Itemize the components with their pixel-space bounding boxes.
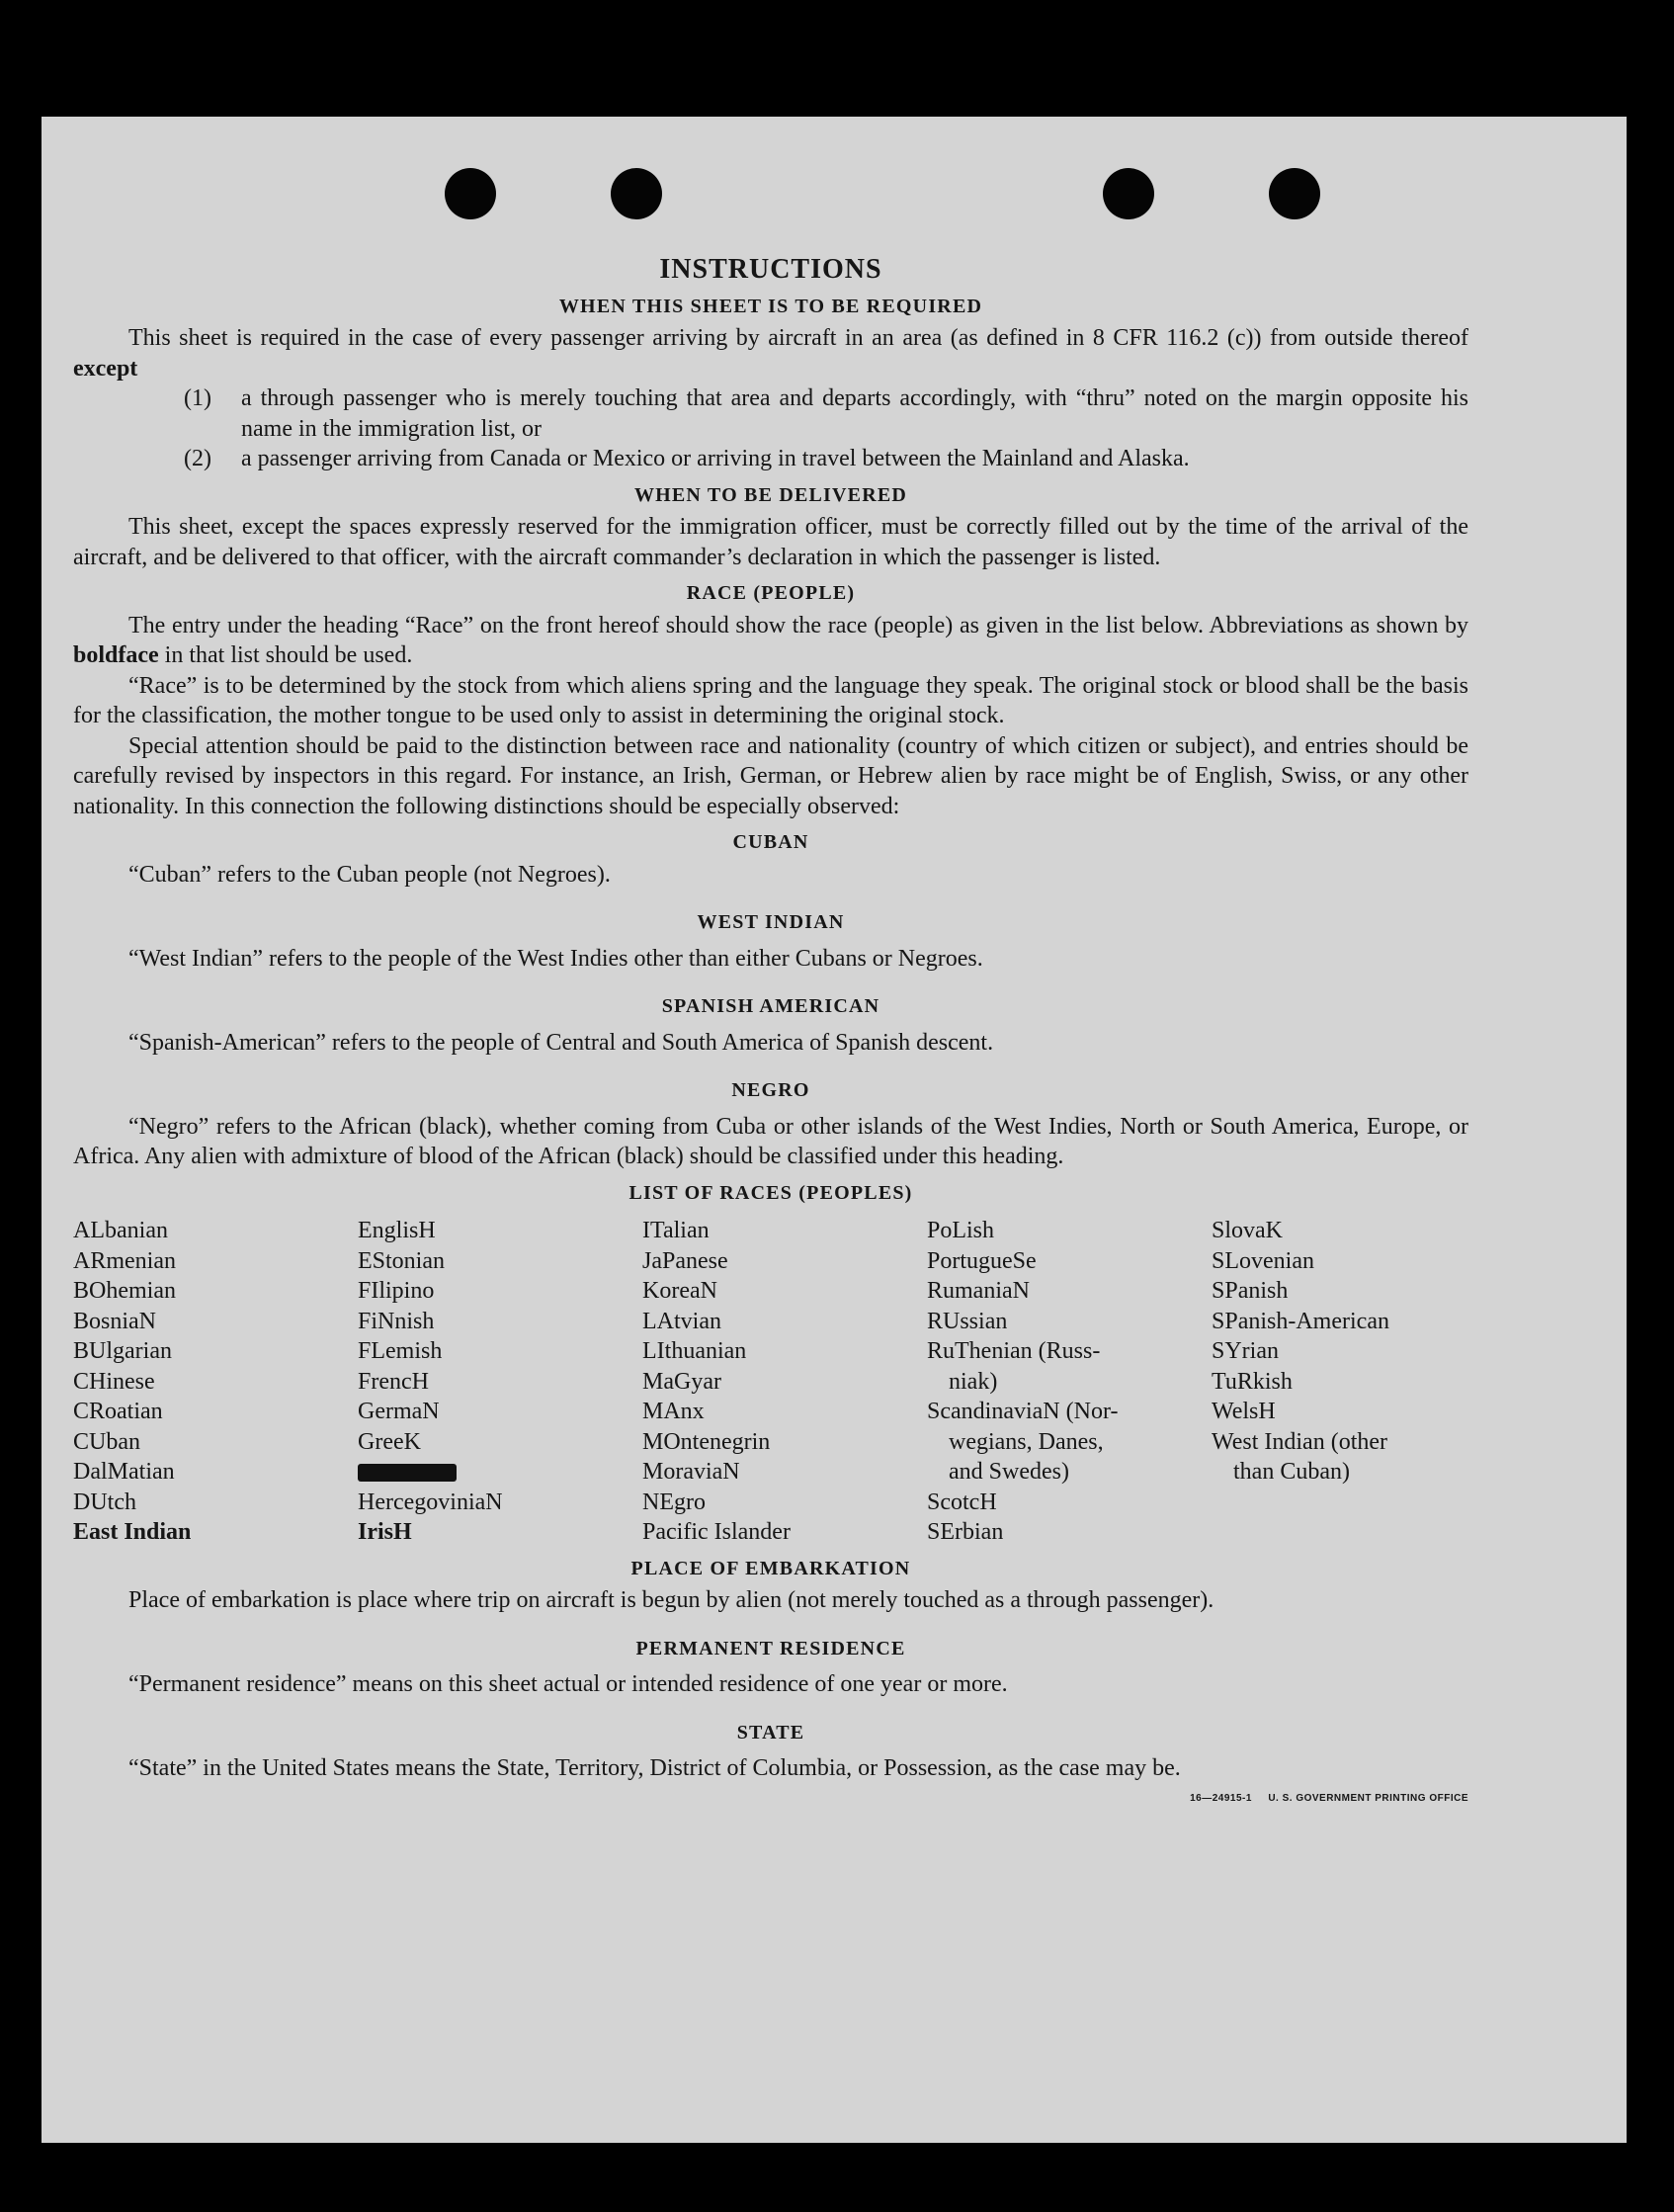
race-item: MaGyar (642, 1368, 721, 1395)
race-item: MAnx (642, 1399, 705, 1424)
race-item: EStonian (358, 1247, 445, 1274)
heading-when-delivered: WHEN TO BE DELIVERED (633, 483, 908, 506)
races-column-1 (73, 1216, 358, 1548)
heading-permanent-residence: PERMANENT RESIDENCE (635, 1637, 906, 1659)
race-item-continued: niak) (949, 1368, 998, 1395)
race-item: GreeK (358, 1428, 421, 1455)
race-paragraph-1: The entry under the heading “Race” on the front hereof should show the race (people) as given in the list below. Abbreviations as shown by boldface in that list should be used. (73, 612, 1468, 668)
race-item: NEgro (642, 1489, 706, 1515)
race-item: BUlgarian (73, 1338, 172, 1364)
race-item: ALbanian (73, 1218, 168, 1243)
race-item: KoreaN (642, 1278, 717, 1304)
exception-item: (1) a through passenger who is merely touching that area and departs accordingly, with “thru” noted on the margin opposite his name in the immigration list, or (184, 385, 1468, 442)
race-item: RumaniaN (927, 1278, 1030, 1304)
race-item: FLemish (358, 1338, 443, 1364)
race-item: RUssian (927, 1308, 1008, 1334)
races-column-4 (927, 1216, 1212, 1548)
punch-hole (1103, 168, 1154, 219)
race-item: GermaN (358, 1399, 440, 1424)
race-item: SPanish (1212, 1278, 1289, 1304)
race-item: HercegoviniaN (358, 1489, 503, 1515)
race-item: SErbian (927, 1519, 1004, 1545)
race-item: LIthuanian (642, 1338, 747, 1364)
race-item: BosniaN (73, 1308, 156, 1334)
race-item-redacted (358, 1457, 642, 1488)
race-item: BOhemian (73, 1278, 176, 1304)
heading-place-of-embarkation: PLACE OF EMBARKATION (630, 1557, 911, 1579)
race-item: CRoatian (73, 1399, 163, 1424)
race-item: ARmenian (73, 1247, 176, 1274)
race-item: ITalian (642, 1218, 710, 1243)
heading-negro: NEGRO (731, 1079, 810, 1101)
race-item: CHinese (73, 1368, 155, 1395)
race-item: WelsH (1212, 1399, 1276, 1424)
race-item-continued: than Cuban) (1233, 1459, 1350, 1485)
race-item: DalMatian (73, 1459, 175, 1485)
required-intro: This sheet is required in the case of every passenger arriving by aircraft in an area (as defined in 8 CFR 116.2 (c)) from outside thereof except (73, 325, 1468, 382)
race-item: CUban (73, 1428, 140, 1455)
ink-smudge (358, 1464, 457, 1482)
race-item-continued: wegians, Danes, (949, 1428, 1104, 1455)
race-item: LAtvian (642, 1308, 721, 1334)
race-item: FIlipino (358, 1278, 435, 1304)
heading-cuban: CUBAN (732, 831, 809, 853)
residence-text: “Permanent residence” means on this sheet actual or intended residence of one year or more. (128, 1671, 1008, 1697)
race-item: SLovenian (1212, 1247, 1314, 1274)
delivered-text: This sheet, except the spaces expressly reserved for the immigration officer, must be correctly filled out by the time of the arrival of the aircraft, and be delivered to that officer, with the aircraft commander’s declaration in which the passenger is listed. (73, 514, 1468, 570)
race-item: EnglisH (358, 1218, 436, 1243)
race-item: FiNnish (358, 1308, 435, 1334)
race-item: Pacific Islander (642, 1519, 791, 1545)
heading-list-of-races: LIST OF RACES (PEOPLES) (628, 1181, 913, 1204)
race-item: East Indian (73, 1519, 192, 1545)
instruction-sheet (42, 117, 1627, 2143)
race-item: RuThenian (Russ- (927, 1338, 1101, 1364)
negro-text: “Negro” refers to the African (black), whether coming from Cuba or other islands of the West Indies, North or South America, Europe, or Africa. Any alien with admixture of blood of the African (black) should be classified under this heading. (73, 1113, 1468, 1169)
race-item: ScandinaviaN (Nor- (927, 1399, 1119, 1424)
punch-hole (445, 168, 496, 219)
race-item: DUtch (73, 1489, 136, 1515)
heading-west-indian: WEST INDIAN (697, 911, 845, 933)
races-column-5 (1212, 1216, 1496, 1548)
heading-spanish-american: SPANISH AMERICAN (661, 995, 880, 1017)
races-column-2 (358, 1216, 642, 1548)
heading-when-required: WHEN THIS SHEET IS TO BE REQUIRED (558, 295, 983, 317)
page-title: INSTRUCTIONS (659, 254, 882, 285)
cuban-text: “Cuban” refers to the Cuban people (not Negroes). (128, 861, 611, 888)
race-item: SYrian (1212, 1338, 1279, 1364)
spanish-american-text: “Spanish-American” refers to the people of Central and South America of Spanish descent. (128, 1029, 994, 1056)
state-text: “State” in the United States means the State, Territory, District of Columbia, or Possession, as the case may be. (128, 1755, 1181, 1781)
race-paragraph-2: “Race” is to be determined by the stock from which aliens spring and the language they speak. The original stock or blood shall be the basis for the classification, the mother tongue to be used only to assist in determining the original stock. (73, 672, 1468, 728)
race-item: FrencH (358, 1368, 429, 1395)
heading-state: STATE (736, 1721, 805, 1744)
race-item: West Indian (other (1212, 1428, 1388, 1455)
race-item: PoLish (927, 1218, 995, 1243)
races-list (73, 1216, 1468, 1548)
printer-imprint: U. S. GOVERNMENT PRINTING OFFICE (1268, 1792, 1468, 1804)
race-item-continued: and Swedes) (949, 1459, 1069, 1485)
race-item: MoraviaN (642, 1459, 740, 1485)
race-item: MOntenegrin (642, 1428, 771, 1455)
exception-item: (2) a passenger arriving from Canada or Mexico or arriving in travel between the Mainland and Alaska. (184, 446, 1190, 471)
embarkation-text: Place of embarkation is place where trip on aircraft is begun by alien (not merely touched as a through passenger). (128, 1587, 1214, 1613)
race-item: TuRkish (1212, 1368, 1293, 1395)
race-item: PortugueSe (927, 1247, 1037, 1274)
race-paragraph-3: Special attention should be paid to the distinction between race and nationality (country of which citizen or subject), and entries should be carefully revised by inspectors in this regard. For instance, an Irish, German, or Hebrew alien by race might be of English, Swiss, or any other nationality. In this connection the following distinctions should be especially observed: (73, 732, 1468, 819)
race-item: IrisH (358, 1519, 412, 1545)
printer-footer (73, 1784, 1468, 1815)
west-indian-text: “West Indian” refers to the people of the West Indies other than either Cubans or Negroes. (128, 945, 983, 972)
punch-hole (1269, 168, 1320, 219)
races-column-3 (642, 1216, 927, 1548)
race-item: SPanish-American (1212, 1308, 1389, 1334)
punch-hole (611, 168, 662, 219)
form-number: 16—24915-1 (1190, 1792, 1252, 1804)
race-item: ScotcH (927, 1489, 997, 1515)
heading-race: RACE (PEOPLE) (686, 582, 856, 604)
race-item: JaPanese (642, 1247, 728, 1274)
document-body (73, 255, 1468, 1814)
race-item: SlovaK (1212, 1218, 1283, 1243)
